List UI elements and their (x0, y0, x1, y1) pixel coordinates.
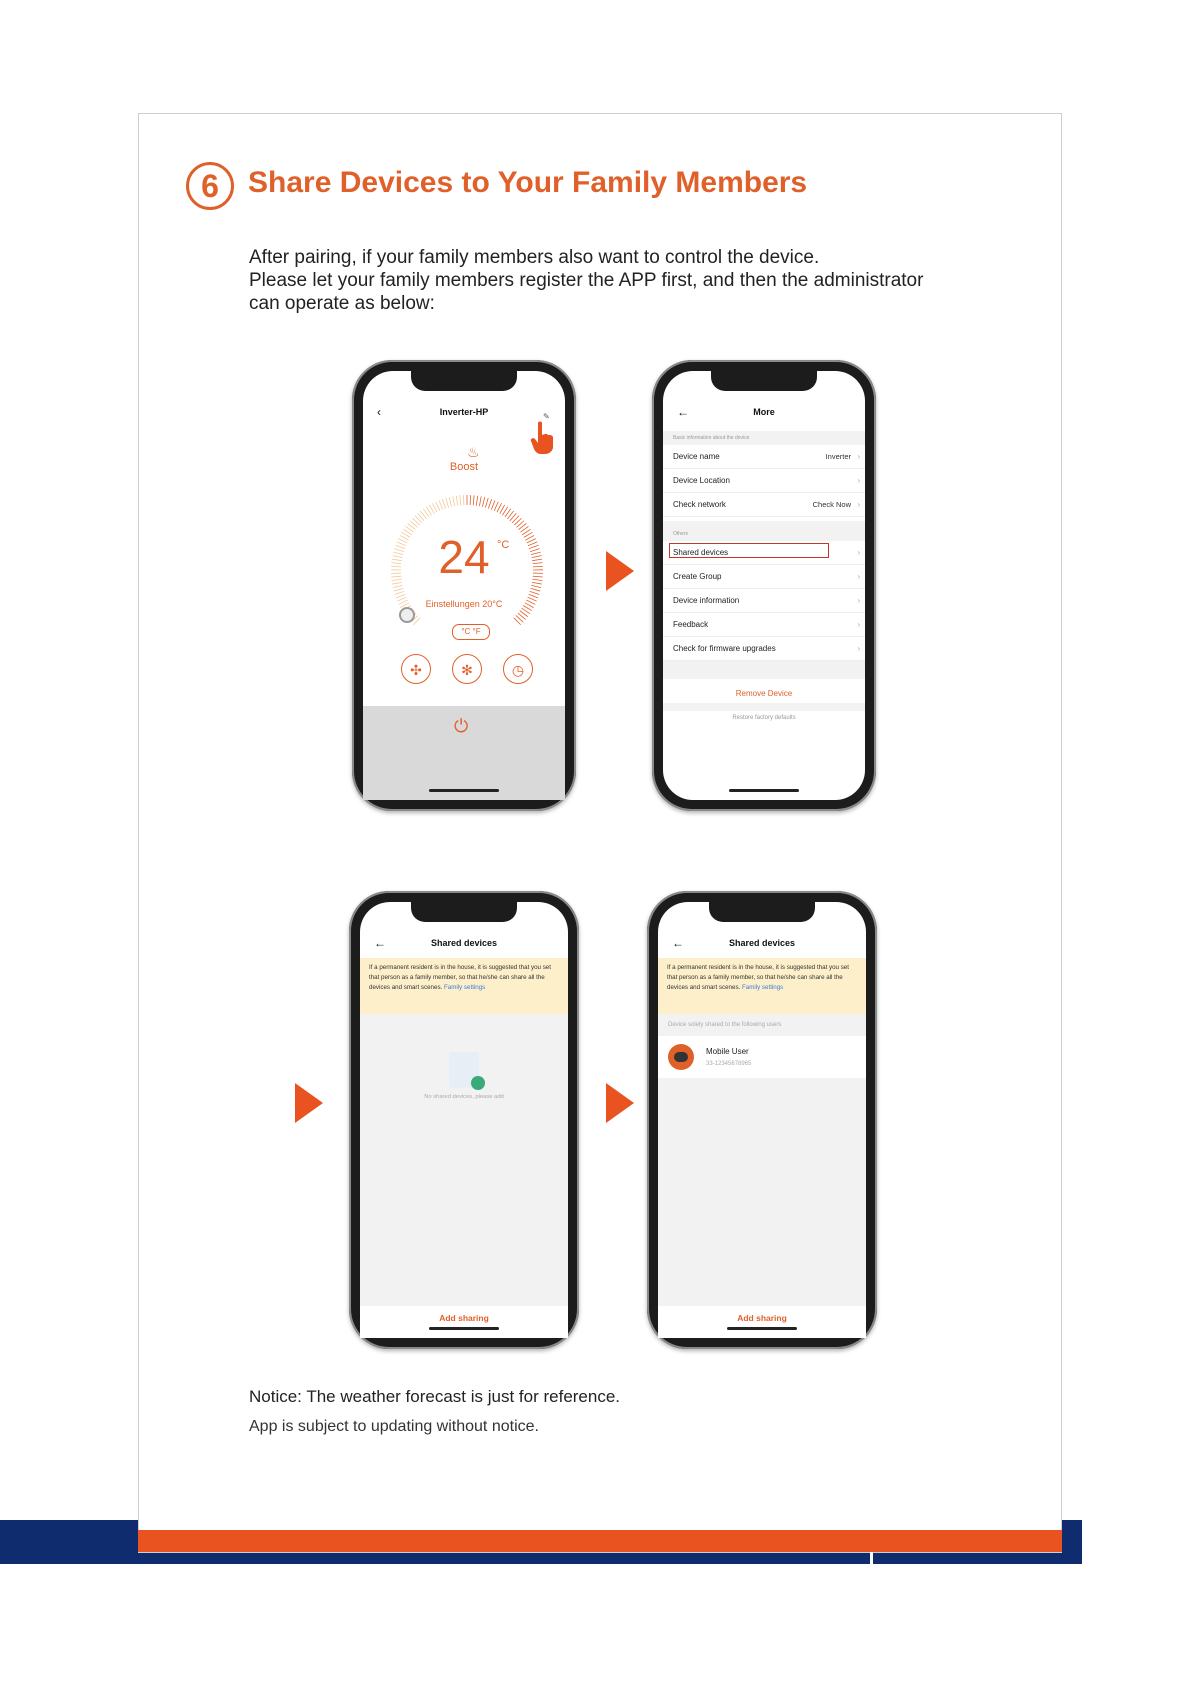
phone-notch (709, 902, 815, 922)
fan-button[interactable]: ✣ (401, 654, 431, 684)
step-arrow-1 (606, 551, 634, 591)
footer-band-left (0, 1520, 138, 1564)
chevron-right-icon: › (857, 644, 860, 653)
tap-hand-icon (529, 412, 555, 455)
home-indicator (727, 1327, 797, 1330)
back-icon[interactable]: ‹ (377, 405, 381, 419)
chevron-right-icon: › (857, 500, 860, 509)
setting-label: Einstellungen 20°C (425, 599, 503, 609)
step-arrow-3 (606, 1083, 634, 1123)
temperature-unit: °C (497, 539, 510, 551)
footer-divider (870, 1552, 873, 1564)
list-item[interactable] (658, 1036, 866, 1078)
chevron-right-icon: › (857, 476, 860, 485)
row-device-location[interactable] (663, 469, 865, 493)
power-panel (363, 706, 565, 800)
phone-screen (658, 902, 866, 1338)
phone-screen (363, 371, 565, 800)
row-label: Device name (673, 452, 720, 461)
chevron-right-icon: › (857, 452, 860, 461)
row-label: Check network (673, 500, 726, 509)
family-settings-link[interactable]: Family settings (444, 984, 486, 991)
row-label: Create Group (673, 572, 722, 581)
section-others: Others (663, 521, 865, 541)
chevron-right-icon: › (857, 620, 860, 629)
step-number-badge: 6 (186, 162, 234, 210)
timer-button[interactable]: ◷ (503, 654, 533, 684)
avatar (668, 1044, 694, 1070)
row-device-name[interactable] (663, 445, 865, 469)
back-icon[interactable]: ← (672, 936, 684, 950)
mode-button[interactable]: ✻ (452, 654, 482, 684)
section-basic-info: Basic information about the device (663, 431, 865, 445)
notice-line-1: Notice: The weather forecast is just for reference. (249, 1387, 621, 1406)
chevron-right-icon: › (857, 596, 860, 605)
remove-device-button[interactable]: Remove Device (735, 689, 793, 698)
row-check-network[interactable] (663, 493, 865, 517)
row-label: Feedback (673, 620, 709, 629)
dial-knob[interactable] (399, 607, 415, 623)
row-firmware-upgrades[interactable] (663, 637, 865, 661)
phone-notch (411, 371, 517, 391)
nav-bar (360, 928, 568, 958)
user-name: Mobile User (706, 1047, 749, 1056)
chevron-right-icon: › (857, 548, 860, 557)
family-notice (658, 958, 866, 1014)
row-label: Shared devices (673, 548, 729, 557)
chevron-right-icon: › (857, 572, 860, 581)
nav-bar (663, 397, 865, 427)
flame-icon: ♨ (467, 444, 480, 460)
phone-device-control (352, 360, 576, 811)
home-indicator (729, 789, 799, 792)
row-shared-devices[interactable] (663, 541, 865, 565)
row-label: Device information (673, 596, 740, 605)
row-create-group[interactable] (663, 565, 865, 589)
home-indicator (429, 789, 499, 792)
nav-bar (658, 928, 866, 958)
shared-users-label: Device solely shared to the following users (668, 1022, 782, 1028)
phone-notch (411, 902, 517, 922)
mode-label: Boost (449, 461, 479, 473)
empty-message: No shared devices, please add (424, 1094, 504, 1100)
page-frame (138, 113, 1062, 1553)
intro-text (249, 246, 1009, 315)
phone-screen (663, 371, 865, 800)
phone-shared-devices-list (647, 891, 877, 1349)
empty-state (360, 1014, 568, 1306)
intro-line-3: can operate as below: (249, 293, 435, 314)
unit-toggle[interactable]: °C °F (452, 624, 490, 640)
row-label: Device Location (673, 476, 730, 485)
robot-icon (674, 1052, 688, 1062)
row-label: Check for firmware upgrades (673, 644, 776, 653)
divider-band (663, 703, 865, 711)
more-title: More (753, 407, 775, 417)
phone-more-menu (652, 360, 876, 811)
notice-line-2: App is subject to updating without notice. (249, 1418, 539, 1435)
intro-line-1: After pairing, if your family members also want to control the device. (249, 247, 820, 268)
highlight-box (669, 543, 829, 558)
family-settings-link[interactable]: Family settings (742, 984, 784, 991)
footer-orange-bar (138, 1530, 1062, 1552)
divider-band (663, 661, 865, 679)
shared-devices-title: Shared devices (728, 938, 796, 948)
row-device-information[interactable] (663, 589, 865, 613)
back-icon[interactable]: ← (677, 405, 689, 419)
row-value: Inverter (825, 452, 851, 461)
power-icon[interactable]: ⏻ (454, 716, 469, 736)
phone-shared-devices-empty (349, 891, 579, 1349)
restore-defaults-button[interactable]: Restore factory defaults (732, 715, 796, 721)
svg-text:✎: ✎ (543, 412, 550, 421)
step-arrow-2 (295, 1083, 323, 1123)
intro-line-2: Please let your family members register the APP first, and then the administrator (249, 270, 924, 291)
document-icon (449, 1052, 479, 1088)
footer-band-right (1062, 1520, 1082, 1564)
section-title: Share Devices to Your Family Members (248, 166, 808, 199)
shared-devices-title: Shared devices (430, 938, 498, 948)
footer-band-bottom (138, 1552, 1062, 1564)
phone-notch (711, 371, 817, 391)
notice-text: If a permanent resident is in the house, it is suggested that you set that person as a family member, so that he/she can share all the devices and smart scenes. (369, 964, 551, 991)
user-id: 33-12345678965 (706, 1061, 752, 1067)
row-value: Check Now (812, 500, 851, 509)
device-title: Inverter-HP (439, 407, 489, 417)
temperature-value: 24 (438, 531, 490, 583)
add-sharing-button[interactable]: Add sharing (658, 1306, 866, 1338)
back-icon[interactable]: ← (374, 936, 386, 950)
row-feedback[interactable] (663, 613, 865, 637)
minus-badge-icon (471, 1076, 485, 1090)
notice-text: If a permanent resident is in the house, it is suggested that you set that person as a family member, so that he/she can share all the devices and smart scenes. (667, 964, 849, 991)
family-notice (360, 958, 568, 1014)
shared-users-list (658, 1014, 866, 1306)
phone-screen (360, 902, 568, 1338)
home-indicator (429, 1327, 499, 1330)
add-sharing-button[interactable]: Add sharing (360, 1306, 568, 1338)
